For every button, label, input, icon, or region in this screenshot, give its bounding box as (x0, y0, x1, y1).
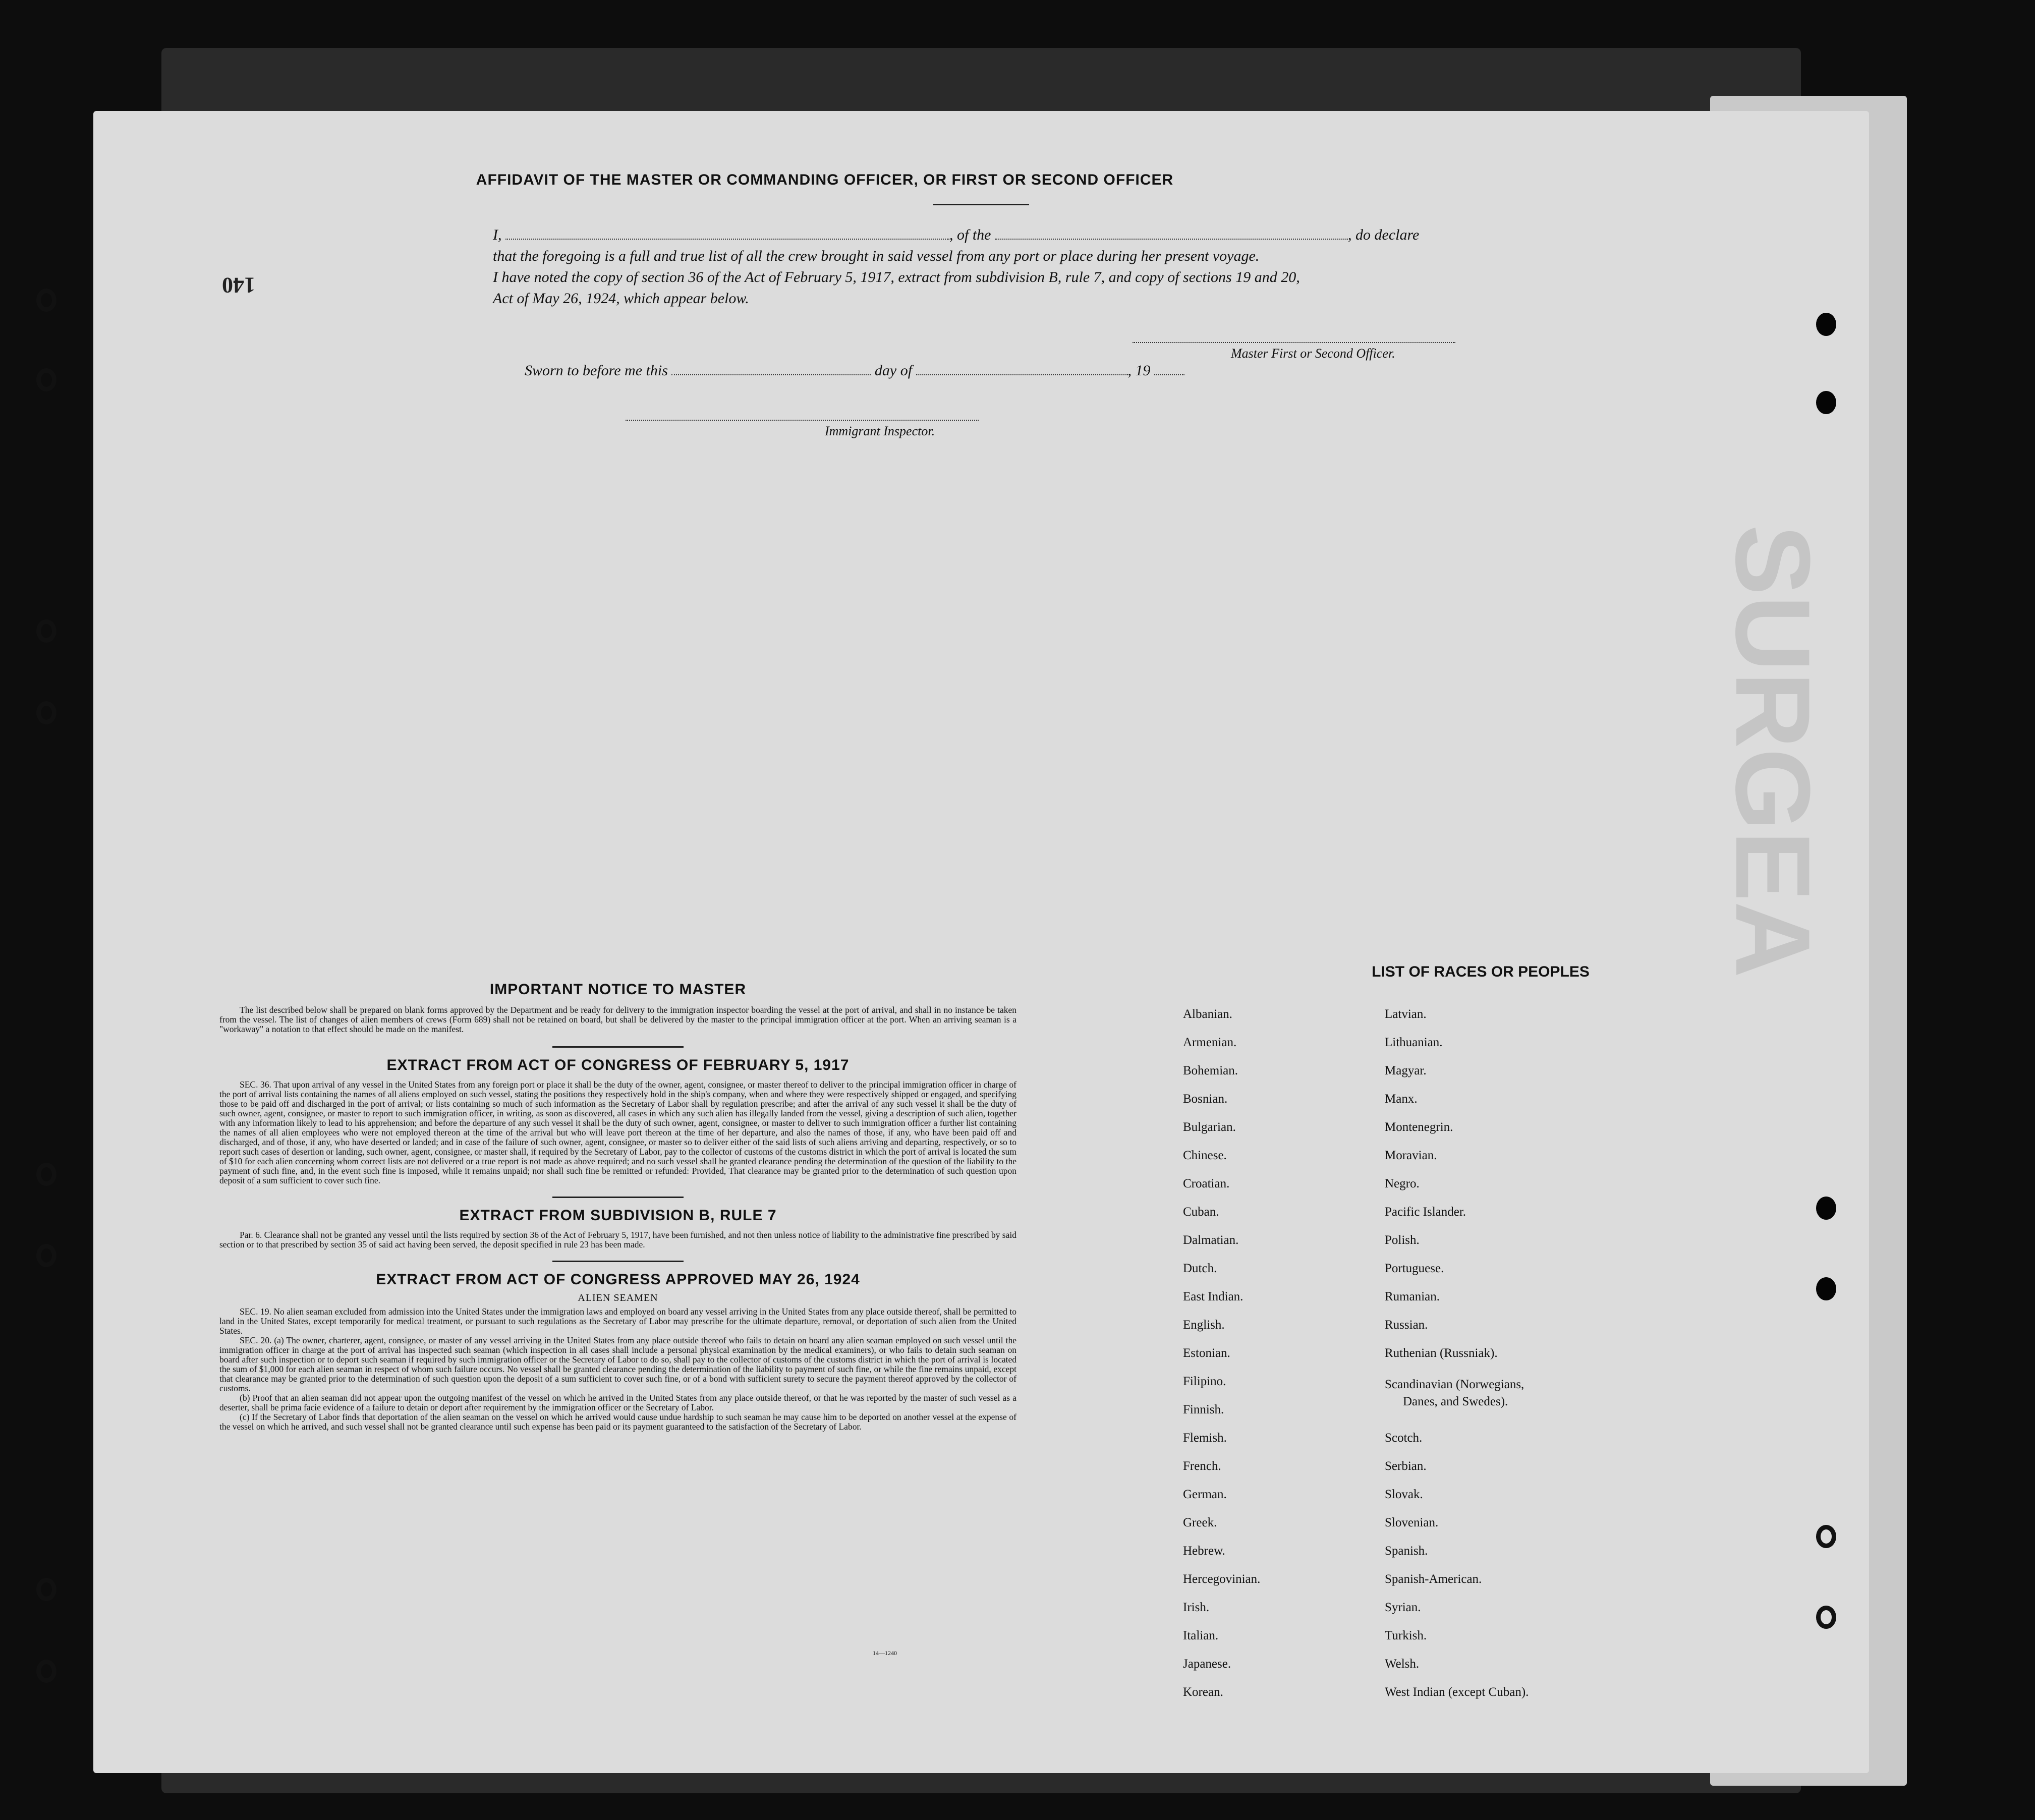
race-left-item: Dalmatian. (1183, 1233, 1239, 1247)
race-right-item: Ruthenian (Russniak). (1385, 1346, 1498, 1360)
sworn-month-blank[interactable] (916, 374, 1128, 375)
race-left-item: Bosnian. (1183, 1092, 1228, 1106)
race-right-item: Rumanian. (1385, 1290, 1440, 1303)
binder-hole (36, 1163, 56, 1186)
extract-b-title: EXTRACT FROM SUBDIVISION B, RULE 7 (459, 1207, 777, 1224)
race-left-item: Bulgarian. (1183, 1120, 1236, 1134)
bleed-through-text: SURGEA (1714, 525, 1832, 978)
affidavit-line-1 (493, 224, 1577, 246)
race-left-item: Hebrew. (1183, 1544, 1225, 1558)
race-right-item: Negro. (1385, 1177, 1420, 1190)
race-right-item: Polish. (1385, 1233, 1420, 1247)
race-left-item: Japanese. (1183, 1657, 1231, 1671)
divider-3 (552, 1261, 684, 1262)
race-right-item: Serbian. (1385, 1459, 1427, 1473)
name-blank[interactable] (505, 239, 949, 240)
divider-2 (552, 1197, 684, 1198)
race-left-item: Hercegovinian. (1183, 1572, 1261, 1586)
race-right-item: Spanish. (1385, 1544, 1428, 1558)
race-left-item: Irish. (1183, 1601, 1210, 1614)
vessel-blank[interactable] (995, 239, 1348, 240)
master-label: Master First or Second Officer. (1231, 346, 1395, 361)
affidavit-of-the: , of the (949, 226, 991, 243)
race-left-item: Dutch. (1183, 1262, 1217, 1275)
race-right-item: Spanish-American. (1385, 1572, 1482, 1586)
race-left-item: English. (1183, 1318, 1225, 1332)
sworn-line (525, 362, 1184, 379)
race-right-item: Pacific Islander. (1385, 1205, 1466, 1219)
affidavit-line-2: that the foregoing is a full and true list of all the crew brought in said vessel from any port or place during her present voyage. (493, 248, 1260, 264)
sworn-year: , 19 (1127, 362, 1151, 379)
race-left-item: Estonian. (1183, 1346, 1230, 1360)
sworn-day-blank[interactable] (671, 374, 871, 375)
race-right-item: Russian. (1385, 1318, 1428, 1332)
master-signature-line[interactable] (1133, 342, 1455, 343)
affidavit-line-4: Act of May 26, 1924, which appear below. (493, 290, 749, 307)
race-right-item: Latvian. (1385, 1007, 1427, 1021)
affidavit-title: AFFIDAVIT OF THE MASTER OR COMMANDING OFFICER, OR FIRST OR SECOND OFFICER (476, 172, 1174, 188)
binder-hole (1816, 1606, 1836, 1629)
race-left-item: Greek. (1183, 1516, 1217, 1529)
race-left-item: Chinese. (1183, 1149, 1227, 1162)
race-left-item: Filipino. (1183, 1375, 1226, 1388)
race-left-item: Korean. (1183, 1685, 1223, 1699)
binder-hole (36, 289, 56, 312)
binder-hole (36, 619, 56, 643)
race-right-item: Slovak. (1385, 1488, 1423, 1501)
binder-hole (36, 1578, 56, 1601)
race-right-item: Syrian. (1385, 1601, 1421, 1614)
binder-hole (36, 368, 56, 391)
extract-1924-title: EXTRACT FROM ACT OF CONGRESS APPROVED MAY 26, 1924 (376, 1271, 860, 1288)
sworn-day-of: day of (874, 362, 913, 379)
binder-hole (1816, 1277, 1836, 1300)
race-right-item: Danes, and Swedes). (1403, 1395, 1508, 1408)
affidavit-body (493, 224, 1577, 309)
race-right-item: Slovenian. (1385, 1516, 1439, 1529)
handwritten-number: 140 (222, 273, 255, 298)
race-right-item: Welsh. (1385, 1657, 1420, 1671)
inspector-signature-line[interactable] (626, 420, 979, 421)
race-left-item: Albanian. (1183, 1007, 1232, 1021)
affidavit-do-declare: , do declare (1348, 226, 1420, 243)
race-right-item: Montenegrin. (1385, 1120, 1453, 1134)
race-right-item: Manx. (1385, 1092, 1418, 1106)
race-right-item: Turkish. (1385, 1629, 1427, 1642)
race-left-item: German. (1183, 1488, 1227, 1501)
race-right-item: Moravian. (1385, 1149, 1437, 1162)
binder-hole (1816, 1525, 1836, 1548)
race-right-item: Lithuanian. (1385, 1036, 1443, 1049)
sec20c-text: (c) If the Secretary of Labor finds that deportation of the alien seaman on the vessel on which he arrived would cause undue hardship to such seaman he may cause him to be deported on another vessel at the expense of the vessel on which he arrived, and such vessel shall not be granted clearance until such expense has been paid or its payment guaranteed to the satisfaction of the Secretary of Labor. (219, 1412, 1016, 1432)
binder-hole (36, 1244, 56, 1267)
title-divider (933, 204, 1029, 205)
notice-text: The list described below shall be prepared on blank forms approved by the Department and be ready for delivery to the immigration inspector boarding the vessel at the port of arrival, and shall in no instance be taken from the vessel. The list of changes of alien members of crews (Form 689) shall not be retained on board, but shall be delivered by the master to the principal immigration officer at the port. When an arriving seaman is a "workaway" a notation to that effect should be made on the manifest. (219, 1005, 1016, 1034)
sec20a-text: SEC. 20. (a) The owner, charterer, agent, consignee, or master of any vessel arriving in the United States from any place outside thereof who fails to detain on board any alien seaman employed on such vessel until the immigration officer in charge at the port of arrival has inspected such seaman (which inspection in all cases shall include a personal physical examination by the medical examiners), or who fails to detain such seaman on board after such inspection or to deport such seaman if required by such immigration officer or the Secretary of Labor to do so, shall pay to the collector of customs of the customs district in which the port of arrival is located the sum of $1,000 for each alien seaman in respect of whom such failure occurs. No vessel shall be granted clearance pending the determination of the liability to payment of such fine, or while the fine remains unpaid, except that clearance may be granted prior to the determination of such question upon the deposit of a sum sufficient to cover such fine, or of a bond with sufficient surety to secure the payment thereof approved by the collector of customs. (219, 1335, 1016, 1393)
binder-hole (36, 701, 56, 724)
extract-1917-title: EXTRACT FROM ACT OF CONGRESS OF FEBRUARY 5, 1917 (386, 1057, 850, 1073)
binder-hole (36, 1660, 56, 1683)
legal-column (219, 981, 1016, 1432)
race-left-item: Croatian. (1183, 1177, 1230, 1190)
race-left-item: Cuban. (1183, 1205, 1219, 1219)
binder-hole (1816, 1197, 1836, 1220)
race-left-item: Armenian. (1183, 1036, 1237, 1049)
extract-b-text: Par. 6. Clearance shall not be granted any vessel until the lists required by section 36 of the Act of February 5, 1917, have been furnished, and not then unless notice of liability to the administrative fine prescribed by said section or to that prescribed by section 35 of said act having been served, the deposit specified in rule 23 has been made. (219, 1230, 1016, 1249)
form-number: 14—1240 (873, 1650, 897, 1657)
extract-1917-text: SEC. 36. That upon arrival of any vessel in the United States from any foreign port or place it shall be the duty of the owner, agent, consignee, or master thereof to deliver to the principal immigration officer in charge of the port of arrival lists containing the names of all aliens employed on such vessel, stating the positions they respectively hold in the ship's company, when and where they were respectively shipped or engaged, and specifying those to be paid off and discharged in the port of arrival; or lists containing so much of such information as the Secretary of Labor shall by regulation prescribe; and after the arrival of any such vessel it shall be the duty of such owner, agent, consignee, or master to report to such immigration officer, in writing, as soon as discovered, all cases in which any such alien has illegally landed from the vessel, giving a description of such alien, together with any information likely to lead to his apprehension; and before the departure of any such vessel it shall be the duty of such owner, agent, consignee, or master to deliver to such immigration officer a further list containing the names of all alien employees who were not employed thereon at the time of the arrival but who will leave port thereon at the time of her departure, and also the names of those, if any, who have been paid off and discharged, and of those, if any, who have deserted or landed; and in case of the failure of such owner, agent, consignee, or master so to deliver either of the said lists of such aliens arriving and departing, respectively, or so to report such cases of desertion or landing, such owner, agent, consignee, or master shall, if required by the Secretary of Labor, pay to the collector of customs of the customs district in which the port of arrival is located the sum of $10 for each alien concerning whom correct lists are not delivered or a true report is not made as above required; and no such vessel shall be granted clearance pending the determination of the question of the liability to the payment of such fine, and, in the event such fine is imposed, while it remains unpaid; nor shall such fine be remitted or refunded: Provided, That clearance may be granted prior to the determination of such question upon deposit of a sum sufficient to cover such fine. (219, 1079, 1016, 1185)
race-right-item: Magyar. (1385, 1064, 1427, 1077)
race-left-item: Flemish. (1183, 1431, 1227, 1445)
race-left-item: French. (1183, 1459, 1221, 1473)
race-left-item: East Indian. (1183, 1290, 1243, 1303)
inspector-label: Immigrant Inspector. (825, 424, 935, 438)
race-left-item: Finnish. (1183, 1403, 1224, 1416)
affidavit-line-3: I have noted the copy of section 36 of the Act of February 5, 1917, extract from subdivision B, rule 7, and copy of sections 19 and 20, (493, 269, 1300, 286)
binder-hole (1816, 391, 1836, 414)
binder-hole (1816, 313, 1836, 336)
race-right-item: Portuguese. (1385, 1262, 1444, 1275)
affidavit-i: I, (493, 226, 502, 243)
document-page (93, 111, 1869, 1773)
sec20b-text: (b) Proof that an alien seaman did not appear upon the outgoing manifest of the vessel on which he arrived in the United States from any place outside thereof, or that he was reported by the master of such vessel as a deserter, shall be prima facie evidence of a failure to detain or deport after requirement by the immigration officer or the Secretary of Labor. (219, 1393, 1016, 1412)
race-right-item: Scotch. (1385, 1431, 1423, 1445)
sworn-text: Sworn to before me this (525, 362, 668, 379)
alien-seamen-subtitle: ALIEN SEAMEN (578, 1292, 658, 1303)
sec19-text: SEC. 19. No alien seaman excluded from admission into the United States under the immigration laws and employed on board any vessel arriving in the United States from any place outside thereof, shall be permitted to land in the United States, except temporarily for medical treatment, or pursuant to such regulations as the Secretary of Labor may prescribe for the ultimate departure, removal, or deportation of such alien from the United States. (219, 1306, 1016, 1336)
race-right-item: West Indian (except Cuban). (1385, 1685, 1529, 1699)
race-left-item: Italian. (1183, 1629, 1219, 1642)
race-left-item: Bohemian. (1183, 1064, 1238, 1077)
divider-1 (552, 1046, 684, 1048)
notice-title: IMPORTANT NOTICE TO MASTER (489, 981, 747, 998)
sworn-year-blank[interactable] (1154, 374, 1184, 375)
races-title: LIST OF RACES OR PEOPLES (1372, 963, 1590, 980)
race-right-item: Scandinavian (Norwegians, (1385, 1378, 1524, 1391)
